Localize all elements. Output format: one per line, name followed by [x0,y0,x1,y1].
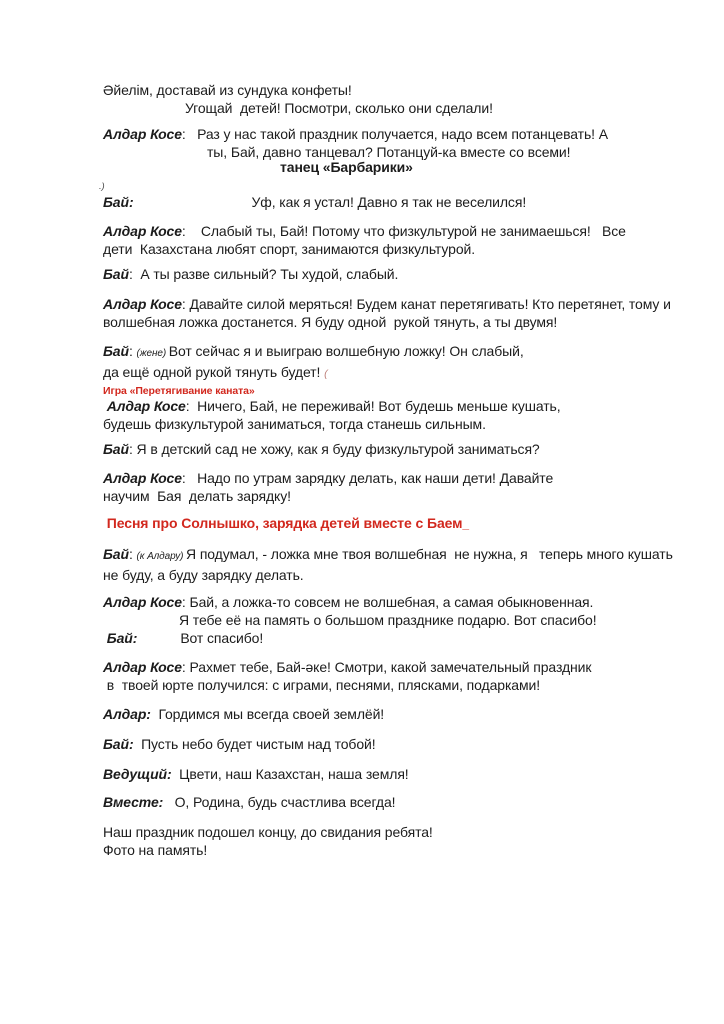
dialogue-aldar-kose-dontworry [103,397,724,415]
text-run: не буду, а буду зарядку делать. [103,567,304,583]
dialogue-aldar-kose-exercise [103,469,724,487]
dialogue-aldar-proud [103,705,724,723]
dialogue-bai-spoon [103,342,724,363]
dialogue-aldar-kose-exercise-2 [103,487,724,505]
text-run: Вот сейчас я и выиграю волшебную ложку! Он слабый, [168,343,524,359]
dialogue-bai-thought-2 [103,566,724,584]
text-run: дети Казахстана любят спорт, занимаются физкультурой. [103,241,476,257]
text-run: : Бай, а ложка-то совсем не волшебная, а самая обыкновенная. [181,594,594,610]
smiley-artifact [99,178,724,193]
text-run: О, Родина, будь счастлива всегда! [163,794,396,810]
dialogue-vmeste [103,793,724,811]
text-run: : [128,343,137,359]
dialogue-aldar-kose-rakhmet [103,658,724,676]
speaker-name: Бай [103,266,129,282]
text-run: Вот спасибо! [180,630,264,646]
text-run: : Я в детский сад не хожу, как я буду физкультурой заниматься? [128,441,540,457]
speaker-name: Бай: [103,736,134,752]
script-text [99,81,724,859]
dialogue-vedushchiy [103,765,724,783]
song-heading-red [103,514,724,533]
speaker-name: Алдар Косе [103,126,182,142]
text-run: Песня про Солнышко, зарядка детей вместе с Баем [103,515,463,531]
speaker-name: Бай [103,441,129,457]
text-run: волшебная ложка достанется. Я буду одной рукой тянуть, а ты двумя! [103,314,558,330]
text-run: : Ничего, Бай, не переживай! Вот будешь меньше кушать, [185,398,561,414]
text-run: Фото на память! [103,842,208,858]
dialogue-bai-sky [103,735,724,753]
dialogue-aldar-kose-dontworry-2 [103,415,724,433]
text-run: Әйелім, доставай из сундука конфеты! [103,82,352,98]
dialogue-bai-kindergarten [103,440,724,458]
text-run: : Слабый ты, Бай! Потому что физкультурой не занимаешься! Все [181,223,626,239]
narration-line-ugoshchay [185,99,724,117]
text-run: Цвети, наш Казахстан, наша земля! [171,766,409,782]
dialogue-aldar-kose-ordinary [103,593,724,611]
text-run: Игра «Перетягивание каната» [103,385,255,397]
dialogue-aldar-kose-ordinary-2 [179,611,724,629]
dialogue-bai-spoon-2 [103,363,724,383]
speaker-name: Бай: [103,194,134,210]
dialogue-aldar-kose-rakhmet-2 [103,676,724,694]
text-run: : Давайте силой меряться! Будем канат перетягивать! Кто перетянет, тому и [181,296,671,312]
text-run: Я подумал, - ложка мне твоя волшебная не нужна, я теперь много кушать [186,546,673,562]
text-run: Я тебе её на память о большом празднике подарю. Вот спасибо! [179,612,597,628]
text-run: да ещё одной рукой тянуть будет! [103,364,325,380]
text-run: Гордимся мы всегда своей землёй! [150,706,385,722]
text-run: : А ты разве сильный? Ты худой, слабый. [128,266,399,282]
text-run: танец «Барбарики» [280,159,413,175]
speaker-name: Алдар Косе [103,594,182,610]
dialogue-aldar-kose-dance [103,125,724,143]
speaker-name: Алдар Косе [106,398,186,414]
speaker-name: Алдар Косе [103,659,182,675]
dialogue-aldar-kose-rope-2 [103,313,724,331]
dialogue-aldar-kose-weak [103,222,724,240]
closing-line-photo [103,841,724,859]
text-run: (к Алдару) [136,551,187,562]
text-run: Наш праздник подошел концу, до свидания ребята! [103,824,433,840]
text-run: .) [99,181,105,192]
text-run: Угощай детей! Посмотри, сколько они сделали! [185,100,493,116]
dialogue-bai-thought [103,545,724,566]
text-run: в твоей юрте получился: с играми, песнями, плясками, подарками! [103,677,541,693]
text-run: Уф, как я устал! Давно я так не веселился! [251,194,527,210]
speaker-name: Вместе: [103,794,164,810]
speaker-name: Алдар Косе [103,470,182,486]
speaker-name: Ведущий: [103,766,172,782]
text-run: : [128,546,137,562]
text-run: ( [324,368,328,380]
speaker-name: Алдар Косе [103,296,182,312]
narration-line-konfety [103,81,724,99]
speaker-name: Бай [103,546,129,562]
text-run: : Рахмет тебе, Бай-әке! Смотри, какой замечательный праздник [181,659,592,675]
game-note-red [103,383,724,397]
speaker-name: Алдар: [103,706,151,722]
text-run: Пусть небо будет чистым над тобой! [133,736,376,752]
text-run: ты, Бай, давно танцевал? Потанцуй-ка вместе со всеми! [207,144,571,160]
text-run: будешь физкультурой заниматься, тогда станешь сильным. [103,416,486,432]
dialogue-aldar-kose-weak-2 [103,240,724,258]
dialogue-bai-strong [103,265,724,283]
text-run: _ [462,517,469,531]
closing-line [103,823,724,841]
speaker-name: Бай: [106,630,138,646]
dialogue-aldar-kose-rope [103,295,724,313]
text-run: (жене) [136,348,169,359]
speaker-name: Бай [103,343,129,359]
speaker-name: Алдар Косе [103,223,182,239]
text-run: научим Бая делать зарядку! [103,488,291,504]
text-run: : Надо по утрам зарядку делать, как наши дети! Давайте [181,470,554,486]
dialogue-bai-tired [103,193,724,211]
text-run: : Раз у нас такой праздник получается, надо всем потанцевать! А [181,126,608,142]
dialogue-bai-thanks [103,629,724,647]
